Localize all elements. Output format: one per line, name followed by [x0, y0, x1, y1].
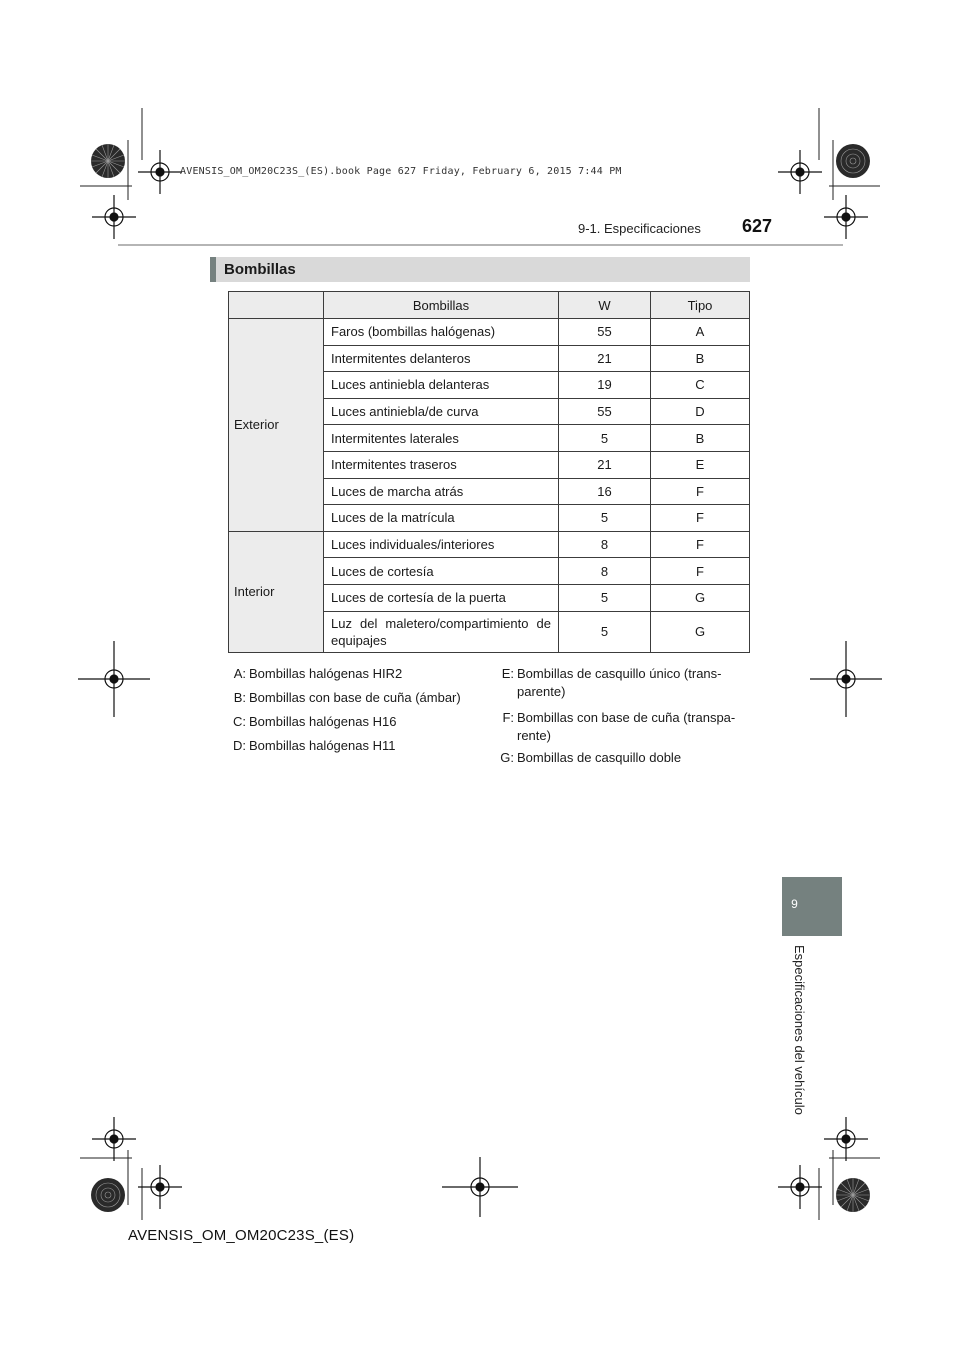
bulb-name: Intermitentes traseros	[324, 451, 559, 478]
header-rule	[118, 244, 843, 246]
bulb-type: C	[651, 372, 750, 399]
chapter-label: Especificaciones del vehículo	[792, 945, 807, 1115]
bulb-type: E	[651, 451, 750, 478]
bulb-watts: 16	[559, 478, 651, 505]
bulb-name: Intermitentes laterales	[324, 425, 559, 452]
legend-text-continued: rente)	[517, 728, 551, 743]
chapter-number: 9	[791, 897, 798, 911]
bulb-watts: 55	[559, 319, 651, 346]
bulb-name: Luces antiniebla/de curva	[324, 398, 559, 425]
header-cell-empty	[229, 292, 324, 319]
bulb-watts: 19	[559, 372, 651, 399]
table-row	[229, 531, 750, 558]
legend-letter: G:	[500, 750, 514, 765]
legend-text: Bombillas con base de cuña (ámbar)	[249, 690, 461, 705]
legend-letter: C:	[233, 714, 246, 729]
legend-text: Bombillas halógenas HIR2	[249, 666, 403, 681]
bulb-watts: 8	[559, 558, 651, 585]
bulb-name: Faros (bombillas halógenas)	[324, 319, 559, 346]
bulb-type: F	[651, 505, 750, 532]
bulb-type: F	[651, 558, 750, 585]
bulb-watts: 5	[559, 505, 651, 532]
bulb-name: Intermitentes delanteros	[324, 345, 559, 372]
legend-letter: A:	[233, 666, 246, 681]
bulb-watts: 55	[559, 398, 651, 425]
footer-code: AVENSIS_OM_OM20C23S_(ES)	[128, 1227, 355, 1244]
bulb-name: Luces individuales/interiores	[324, 531, 559, 558]
bulb-name: Luces de cortesía de la puerta	[324, 584, 559, 611]
bulb-watts: 5	[559, 584, 651, 611]
bulb-watts: 21	[559, 345, 651, 372]
header-cell-watts: W	[559, 292, 651, 319]
legend-letter: E:	[501, 666, 514, 681]
bulb-type: G	[651, 584, 750, 611]
bulb-type: D	[651, 398, 750, 425]
group-interior: Interior	[229, 531, 324, 652]
table-header-row	[229, 292, 750, 319]
section-title-accent	[210, 257, 216, 282]
header-cell-type: Tipo	[651, 292, 750, 319]
legend-text: Bombillas halógenas H16	[249, 714, 397, 729]
bulb-watts: 21	[559, 451, 651, 478]
legend-letter: D:	[233, 738, 246, 753]
bulb-type: F	[651, 478, 750, 505]
bulb-name: Luces de marcha atrás	[324, 478, 559, 505]
legend-text: Bombillas de casquillo doble	[517, 750, 682, 765]
table-row	[229, 319, 750, 346]
legend-text-continued: parente)	[517, 684, 566, 699]
legend-letter: B:	[233, 690, 246, 705]
running-header-section: 9-1. Especificaciones	[578, 221, 701, 236]
legend-text: Bombillas halógenas H11	[249, 738, 396, 753]
bulb-type: B	[651, 425, 750, 452]
section-title: Bombillas	[224, 261, 296, 278]
print-info-line: AVENSIS_OM_OM20C23S_(ES).book Page 627 Friday, February 6, 2015 7:44 PM	[180, 166, 622, 177]
header-cell-bulbs: Bombillas	[324, 292, 559, 319]
bulbs-table	[228, 291, 750, 653]
bulb-watts: 5	[559, 425, 651, 452]
bulb-name: Luces antiniebla delanteras	[324, 372, 559, 399]
bulb-watts: 5	[559, 611, 651, 652]
bulb-type: B	[651, 345, 750, 372]
bulb-type: A	[651, 319, 750, 346]
bulb-name: Luces de la matrícula	[324, 505, 559, 532]
bulb-watts: 8	[559, 531, 651, 558]
page-number: 627	[742, 216, 773, 236]
bulb-type: F	[651, 531, 750, 558]
legend-text: Bombillas de casquillo único (trans-	[517, 666, 722, 681]
legend-letter: F:	[502, 710, 514, 725]
legend-text: Bombillas con base de cuña (transpa-	[517, 710, 736, 725]
bulb-name: Luz del maletero/compartimiento de equipajes	[324, 611, 559, 652]
group-exterior: Exterior	[229, 319, 324, 532]
bulb-name: Luces de cortesía	[324, 558, 559, 585]
bulb-type: G	[651, 611, 750, 652]
